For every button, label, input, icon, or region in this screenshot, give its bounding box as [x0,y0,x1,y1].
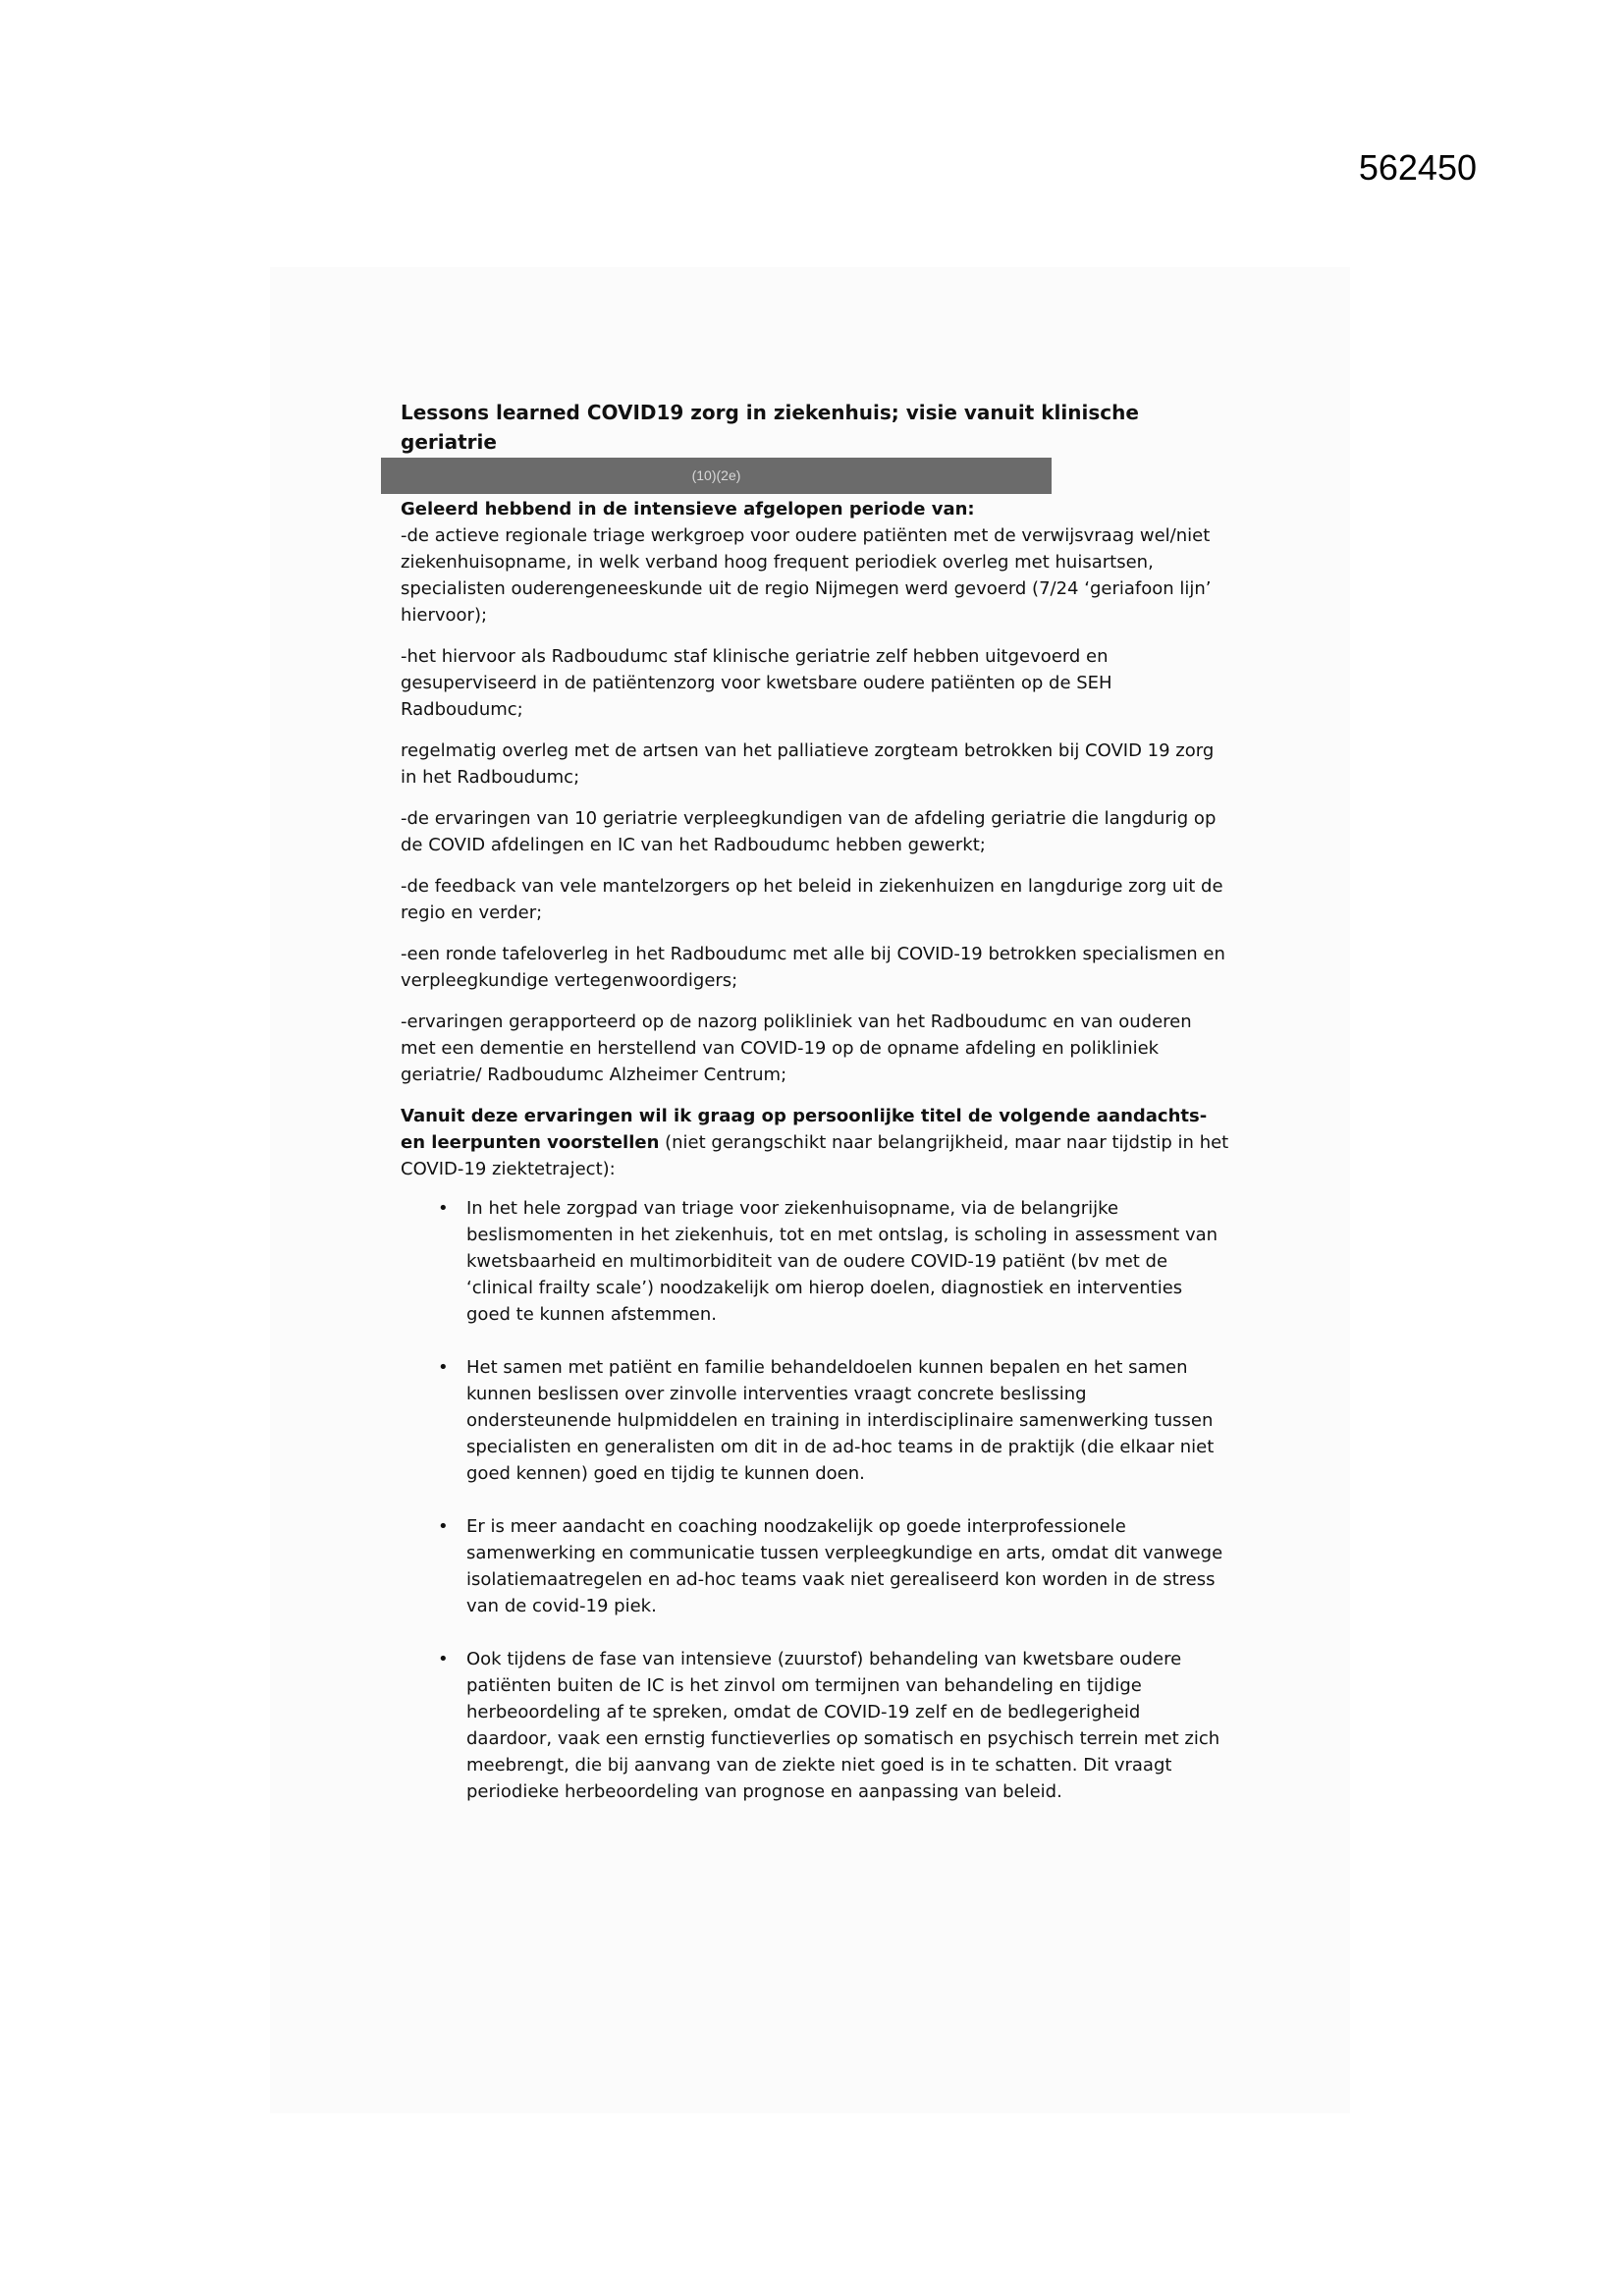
lead-rest-text: (niet gerangschikt naar belangrijkheid, maar naar tijdstip in het COVID-19 ziektetraject): [401,1132,1229,1179]
bullet-icon: • [438,1516,449,1537]
document-number: 562450 [1358,147,1477,188]
bullet-icon: • [438,1649,449,1669]
bullet-icon: • [438,1357,449,1378]
learning-point-text: Er is meer aandacht en coaching noodzakelijk op goede interprofessionele samenwerking en communicatie tussen verpleegkundige en arts, omdat dit vanwege isolatiemaatregelen en ad-hoc teams vaak niet gerealiseerd kon worden in de stress van de covid-19 piek. [466,1516,1223,1616]
lead-bold-text: Vanuit deze ervaringen wil ik graag op persoonlijke titel de volgende aandachts- en leerpunten voorstellen [401,1106,1208,1153]
lead-paragraph [401,1103,1230,1182]
experience-list [401,522,1230,1088]
experience-paragraph: -ervaringen gerapporteerd op de nazorg polikliniek van het Radboudumc en van ouderen met een dementie en herstellend van COVID-19 op de opname afdeling en polikliniek geriatrie/ Radboudumc Alzheimer Centrum; [401,1011,1192,1085]
experience-paragraph: -een ronde tafeloverleg in het Radboudumc met alle bij COVID-19 betrokken specialismen en verpleegkundige vertegenwoordigers; [401,944,1225,991]
learning-point-text: Het samen met patiënt en familie behandeldoelen kunnen bepalen en het samen kunnen beslissen over zinvolle interventies vraagt concrete beslissing ondersteunende hulpmiddelen en training in interdisciplinaire samenwerking tussen specialisten en generalisten om dit in de ad-hoc teams in de praktijk (die elkaar niet goed kennen) goed en tijdig te kunnen doen. [466,1357,1215,1484]
redaction-bar: (10)(2e) [381,458,1052,494]
experience-paragraph: regelmatig overleg met de artsen van het palliatieve zorgteam betrokken bij COVID 19 zorg in het Radboudumc; [401,740,1215,788]
learning-point-text: In het hele zorgpad van triage voor ziekenhuisopname, via de belangrijke beslismomenten in het ziekenhuis, tot en met ontslag, is scholing in assessment van kwetsbaarheid en multimorbiditeit van de oudere COVID-19 patiënt (bv met de ‘clinical frailty scale’) noodzakelijk om hierop doelen, diagnostiek en interventies goed te kunnen afstemmen. [466,1198,1218,1325]
experience-paragraph: -de ervaringen van 10 geriatrie verpleegkundigen van de afdeling geriatrie die langdurig op de COVID afdelingen en IC van het Radboudumc hebben gewerkt; [401,808,1217,855]
document-body [401,398,1230,1831]
learning-point [401,1195,1230,1328]
learning-point-text: Ook tijdens de fase van intensieve (zuurstof) behandeling van kwetsbare oudere patiënten buiten de IC is het zinvol om termijnen van behandeling en tijdige herbeoordeling af te spreken, omdat de COVID-19 zelf en de bedlegerigheid daardoor, vaak een ernstig functieverlies op somatisch en psychisch terrein met zich meebrengt, die bij aanvang van de ziekte niet goed is in te schatten. Dit vraagt periodieke herbeoordeling van prognose en aanpassing van beleid. [466,1649,1220,1802]
learning-points-list [401,1195,1230,1805]
learning-point [401,1354,1230,1487]
experience-paragraph: -de actieve regionale triage werkgroep voor oudere patiënten met de verwijsvraag wel/niet ziekenhuisopname, in welk verband hoog frequent periodiek overleg met huisartsen, specialisten ouderengeneeskunde uit de regio Nijmegen werd gevoerd (7/24 ‘geriafoon lijn’ hiervoor); [401,525,1212,626]
experience-paragraph: -het hiervoor als Radboudumc staf klinische geriatrie zelf hebben uitgevoerd en gesuperviseerd in de patiëntenzorg voor kwetsbare oudere patiënten op de SEH Radboudumc; [401,646,1112,720]
document-title: Lessons learned COVID19 zorg in ziekenhuis; visie vanuit klinische geriatrie [401,401,1139,454]
intro-heading: Geleerd hebbend in de intensieve afgelopen periode van: [401,499,975,519]
experience-paragraph: -de feedback van vele mantelzorgers op het beleid in ziekenhuizen en langdurige zorg uit de regio en verder; [401,876,1223,923]
learning-point [401,1646,1230,1805]
learning-point [401,1513,1230,1619]
bullet-icon: • [438,1198,449,1219]
